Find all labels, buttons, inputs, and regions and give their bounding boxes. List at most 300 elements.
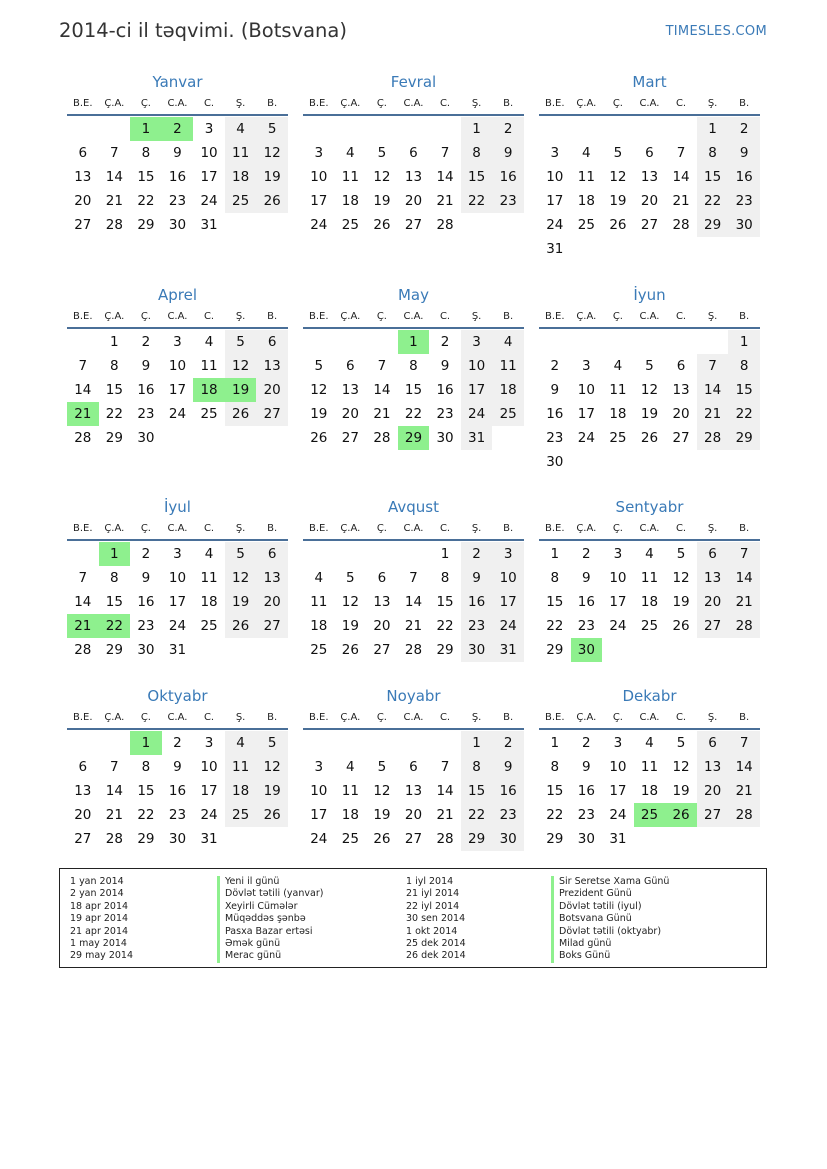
day-cell: 17	[310, 807, 328, 823]
day-cell: 4	[582, 145, 591, 161]
weekday-label: Ş.	[471, 523, 482, 534]
day-cell: 8	[110, 358, 119, 374]
day-cell: 9	[582, 759, 591, 775]
day-cell: 11	[225, 141, 257, 165]
day-cell: 14	[697, 378, 729, 402]
day-cell: 4	[225, 117, 257, 141]
day-cell: 16	[137, 594, 155, 610]
day-cell: 4	[225, 731, 257, 755]
empty-cell	[665, 330, 697, 354]
day-cell: 18	[200, 594, 218, 610]
day-cell: 21	[105, 807, 123, 823]
weekday-label: Ç.A.	[340, 311, 361, 322]
day-cell: 12	[373, 783, 391, 799]
day-cell: 12	[341, 594, 359, 610]
day-cell: 10	[168, 358, 187, 374]
day-cell: 9	[582, 570, 591, 586]
day-cell: 10	[310, 169, 328, 185]
day-cell: 8	[728, 354, 760, 378]
empty-cell	[67, 542, 99, 566]
day-cell: 25	[200, 618, 218, 634]
day-cell: 10	[577, 382, 595, 398]
day-cell: 11	[609, 382, 627, 398]
legend-names-right	[551, 876, 669, 963]
day-cell: 8	[141, 759, 151, 775]
weekday-label: C.A.	[639, 523, 660, 534]
weekday-label: B.E.	[309, 523, 329, 534]
weekday-label: B.	[267, 98, 278, 109]
month-name: Oktyabr	[147, 687, 208, 705]
holiday-name: Xeyirli Cümələr	[217, 901, 323, 913]
holiday-date: 19 apr 2014	[70, 913, 129, 925]
holiday-name: Merac günü	[217, 950, 323, 962]
day-cell: 8	[110, 570, 119, 586]
day-cell: 22	[546, 618, 564, 634]
holiday-name: Botsvana Günü	[551, 913, 669, 925]
weekday-label: B.	[739, 98, 750, 109]
day-cell: 4	[645, 735, 654, 751]
day-cell: 23	[168, 807, 187, 823]
day-cell: 4	[492, 330, 524, 354]
day-cell: 22	[105, 406, 123, 422]
day-cell: 22	[546, 807, 564, 823]
day-cell: 14	[404, 594, 423, 610]
day-cell: 8	[141, 145, 151, 161]
day-cell: 7	[110, 145, 119, 161]
day-cell: 21	[436, 807, 454, 823]
day-cell: 14	[728, 566, 760, 590]
empty-cell	[335, 117, 367, 141]
weekday-label: Ş.	[235, 311, 246, 322]
day-cell: 26	[225, 614, 257, 638]
holiday-day: 18	[193, 378, 225, 402]
empty-cell	[366, 117, 398, 141]
day-cell: 20	[640, 193, 659, 209]
day-cell: 2	[440, 334, 450, 350]
holiday-day: 25	[634, 803, 666, 827]
month-name: Yanvar	[152, 73, 203, 91]
empty-cell	[398, 542, 430, 566]
day-cell: 19	[341, 618, 359, 634]
day-cell: 5	[676, 735, 686, 751]
weekday-label: Ç.A.	[340, 523, 361, 534]
weekday-header	[539, 305, 760, 329]
day-cell: 5	[676, 546, 686, 562]
weekday-label: B.	[739, 712, 750, 723]
holiday-name: Əmək günü	[217, 938, 323, 950]
day-cell: 29	[137, 831, 155, 847]
empty-cell	[335, 330, 367, 354]
holiday-name: Sir Seretse Xama Günü	[551, 876, 669, 888]
weekday-label: B.E.	[545, 523, 565, 534]
day-cell: 27	[74, 831, 92, 847]
weekday-label: B.	[267, 523, 278, 534]
weekday-label: C.	[439, 98, 451, 109]
day-cell: 25	[640, 618, 659, 634]
day-cell: 29	[137, 217, 155, 233]
day-cell: 22	[697, 189, 729, 213]
day-cell: 27	[404, 217, 423, 233]
day-cell: 6	[78, 759, 88, 775]
day-cell: 30	[436, 430, 454, 446]
weekday-label: B.E.	[73, 98, 93, 109]
day-cell: 30	[728, 213, 760, 237]
day-cell: 21	[373, 406, 391, 422]
weekday-label: C.A.	[403, 523, 424, 534]
empty-cell	[303, 330, 335, 354]
month-i̇yun	[539, 285, 760, 474]
day-grid	[67, 330, 288, 450]
day-cell: 16	[461, 590, 493, 614]
weekday-label: C.	[203, 311, 215, 322]
day-cell: 14	[672, 169, 690, 185]
day-cell: 24	[461, 402, 493, 426]
day-cell: 5	[256, 117, 288, 141]
weekday-label: B.	[503, 712, 514, 723]
day-grid	[303, 542, 524, 662]
holiday-name: Pasxa Bazar ertəsi	[217, 926, 323, 938]
day-cell: 18	[577, 193, 595, 209]
month-name: May	[397, 286, 429, 304]
holiday-day: 1	[99, 542, 131, 566]
day-cell: 17	[461, 378, 493, 402]
day-cell: 3	[314, 759, 324, 775]
day-cell: 31	[461, 426, 493, 450]
day-cell: 26	[310, 430, 328, 446]
holiday-day: 22	[99, 614, 131, 638]
weekday-label: Ç.	[376, 311, 387, 322]
day-cell: 3	[204, 735, 214, 751]
weekday-label: Ş.	[707, 98, 718, 109]
day-cell: 8	[550, 570, 560, 586]
month-i̇yul	[67, 497, 288, 662]
day-cell: 27	[373, 642, 391, 658]
holiday-legend	[59, 868, 767, 968]
day-cell: 6	[377, 570, 387, 586]
day-cell: 26	[672, 618, 690, 634]
day-cell: 16	[137, 382, 155, 398]
month-may	[303, 285, 524, 450]
weekday-label: Ç.	[612, 523, 623, 534]
day-cell: 17	[200, 169, 218, 185]
day-cell: 8	[550, 759, 560, 775]
day-cell: 25	[492, 402, 524, 426]
empty-cell	[99, 117, 131, 141]
holiday-date: 22 iyl 2014	[406, 900, 460, 912]
day-cell: 27	[640, 217, 659, 233]
day-cell: 18	[640, 594, 659, 610]
weekday-label: C.	[439, 311, 451, 322]
day-cell: 23	[728, 189, 760, 213]
empty-cell	[303, 117, 335, 141]
empty-cell	[634, 117, 666, 141]
month-sentyabr	[539, 497, 760, 662]
holiday-name: Dövlət tətili (oktyabr)	[551, 926, 669, 938]
day-cell: 4	[613, 358, 623, 374]
day-cell: 19	[672, 594, 690, 610]
day-cell: 15	[404, 382, 423, 398]
weekday-label: B.E.	[309, 311, 329, 322]
day-cell: 17	[577, 406, 595, 422]
empty-cell	[539, 117, 571, 141]
day-cell: 22	[436, 618, 454, 634]
weekday-label: Ç.	[376, 712, 387, 723]
day-cell: 12	[256, 141, 288, 165]
day-cell: 5	[645, 358, 654, 374]
day-cell: 9	[173, 759, 182, 775]
day-cell: 14	[728, 755, 760, 779]
day-cell: 15	[728, 378, 760, 402]
holiday-date: 2 yan 2014	[70, 888, 124, 900]
weekday-label: Ç.A.	[576, 98, 597, 109]
weekday-label: B.E.	[545, 311, 565, 322]
weekday-label: C.	[203, 712, 215, 723]
day-cell: 17	[609, 783, 627, 799]
day-cell: 7	[78, 358, 88, 374]
day-cell: 21	[697, 402, 729, 426]
month-name: İyun	[633, 286, 666, 304]
weekday-label: B.	[739, 523, 750, 534]
day-cell: 2	[141, 546, 151, 562]
day-cell: 25	[609, 430, 627, 446]
day-cell: 5	[314, 358, 324, 374]
day-cell: 21	[672, 193, 690, 209]
month-yanvar	[67, 72, 288, 237]
month-name: Sentyabr	[615, 498, 684, 516]
empty-cell	[602, 117, 634, 141]
day-cell: 27	[697, 614, 729, 638]
day-cell: 3	[173, 546, 182, 562]
day-cell: 18	[609, 406, 627, 422]
day-cell: 21	[436, 193, 454, 209]
day-grid	[67, 731, 288, 851]
day-cell: 17	[200, 783, 218, 799]
day-cell: 21	[728, 779, 760, 803]
day-cell: 29	[728, 426, 760, 450]
weekday-label: C.	[675, 98, 687, 109]
day-cell: 20	[256, 378, 288, 402]
day-cell: 30	[577, 831, 595, 847]
day-cell: 17	[492, 590, 524, 614]
day-cell: 16	[492, 779, 524, 803]
holiday-date: 18 apr 2014	[70, 900, 129, 912]
day-cell: 13	[256, 566, 288, 590]
day-cell: 13	[373, 594, 391, 610]
day-cell: 4	[314, 570, 324, 586]
holiday-date: 21 apr 2014	[70, 925, 129, 937]
day-cell: 27	[697, 803, 729, 827]
weekday-label: C.	[203, 98, 215, 109]
weekday-label: C.	[439, 712, 451, 723]
day-cell: 15	[436, 594, 454, 610]
day-cell: 18	[310, 618, 328, 634]
day-cell: 5	[225, 542, 257, 566]
day-cell: 17	[310, 193, 328, 209]
empty-cell	[539, 330, 571, 354]
month-name: Aprel	[157, 286, 198, 304]
weekday-label: Ç.A.	[576, 523, 597, 534]
day-cell: 19	[672, 783, 690, 799]
day-cell: 2	[461, 542, 493, 566]
day-cell: 28	[373, 430, 391, 446]
day-cell: 13	[697, 566, 729, 590]
weekday-header	[303, 92, 524, 116]
day-cell: 26	[609, 217, 627, 233]
holiday-day: 1	[130, 117, 162, 141]
day-cell: 31	[168, 642, 187, 658]
weekday-label: Ç.A.	[576, 311, 597, 322]
day-cell: 3	[461, 330, 493, 354]
empty-cell	[366, 330, 398, 354]
day-cell: 16	[577, 594, 595, 610]
legend-dates-right	[406, 876, 466, 963]
holiday-name: Prezident Günü	[551, 888, 669, 900]
day-cell: 26	[373, 217, 391, 233]
day-cell: 16	[436, 382, 454, 398]
weekday-label: B.E.	[309, 712, 329, 723]
holiday-day: 29	[398, 426, 430, 450]
day-cell: 15	[546, 594, 564, 610]
day-cell: 5	[256, 731, 288, 755]
weekday-label: B.	[503, 523, 514, 534]
holiday-day: 2	[162, 117, 194, 141]
day-cell: 22	[404, 406, 423, 422]
day-cell: 15	[546, 783, 564, 799]
holiday-date: 1 yan 2014	[70, 876, 124, 887]
day-cell: 1	[461, 731, 493, 755]
weekday-label: Ç.A.	[104, 311, 125, 322]
day-cell: 3	[173, 334, 182, 350]
day-cell: 17	[546, 193, 564, 209]
day-grid	[67, 542, 288, 662]
weekday-label: B.	[503, 311, 514, 322]
month-name: Noyabr	[386, 687, 441, 705]
empty-cell	[99, 731, 131, 755]
weekday-label: Ş.	[471, 98, 482, 109]
day-cell: 3	[613, 735, 623, 751]
day-cell: 3	[314, 145, 324, 161]
holiday-day: 21	[67, 402, 99, 426]
day-cell: 30	[168, 831, 187, 847]
weekday-label: Ç.	[140, 523, 151, 534]
day-cell: 22	[461, 189, 493, 213]
day-cell: 12	[672, 570, 690, 586]
day-cell: 22	[137, 807, 155, 823]
day-cell: 6	[256, 330, 288, 354]
day-cell: 17	[168, 594, 187, 610]
weekday-label: C.A.	[167, 712, 188, 723]
day-cell: 14	[436, 169, 454, 185]
holiday-date: 1 iyl 2014	[406, 876, 454, 887]
weekday-label: Ç.A.	[104, 523, 125, 534]
day-cell: 9	[440, 358, 450, 374]
day-cell: 13	[697, 755, 729, 779]
day-cell: 25	[577, 217, 595, 233]
day-cell: 12	[373, 169, 391, 185]
day-cell: 25	[225, 803, 257, 827]
day-cell: 9	[173, 145, 182, 161]
empty-cell	[335, 542, 367, 566]
weekday-header	[539, 706, 760, 730]
day-cell: 6	[346, 358, 355, 374]
day-cell: 6	[645, 145, 654, 161]
day-cell: 18	[225, 165, 257, 189]
holiday-day: 26	[665, 803, 697, 827]
weekday-label: Ç.	[140, 311, 151, 322]
day-cell: 18	[225, 779, 257, 803]
day-cell: 20	[697, 590, 729, 614]
day-cell: 3	[204, 121, 214, 137]
empty-cell	[366, 542, 398, 566]
day-cell: 7	[377, 358, 387, 374]
month-name: Dekabr	[622, 687, 677, 705]
day-cell: 10	[492, 566, 524, 590]
day-cell: 9	[492, 141, 524, 165]
day-cell: 14	[74, 382, 92, 398]
weekday-label: Ç.A.	[104, 712, 125, 723]
day-cell: 8	[697, 141, 729, 165]
weekday-label: Ş.	[707, 311, 718, 322]
weekday-label: C.	[203, 523, 215, 534]
holiday-day: 1	[398, 330, 430, 354]
day-cell: 14	[74, 594, 92, 610]
day-cell: 23	[577, 807, 595, 823]
weekday-label: C.	[439, 523, 451, 534]
day-cell: 11	[200, 358, 218, 374]
weekday-label: Ç.	[376, 98, 387, 109]
day-cell: 1	[550, 546, 560, 562]
day-cell: 23	[577, 618, 595, 634]
day-cell: 12	[225, 566, 257, 590]
day-cell: 20	[697, 779, 729, 803]
day-cell: 5	[377, 759, 387, 775]
holiday-day: 19	[225, 378, 257, 402]
day-cell: 31	[200, 831, 218, 847]
day-cell: 28	[436, 217, 454, 233]
day-cell: 9	[141, 358, 151, 374]
day-cell: 10	[546, 169, 564, 185]
weekday-label: Ç.	[612, 311, 623, 322]
day-cell: 20	[341, 406, 359, 422]
weekday-header	[67, 305, 288, 329]
day-cell: 13	[640, 169, 659, 185]
day-cell: 20	[256, 590, 288, 614]
holiday-date: 26 dek 2014	[406, 950, 466, 962]
day-cell: 18	[341, 807, 359, 823]
day-cell: 15	[137, 783, 155, 799]
weekday-header	[67, 92, 288, 116]
weekday-header	[67, 517, 288, 541]
brand-link[interactable]: TIMESLES.COM	[665, 24, 767, 39]
holiday-date: 1 may 2014	[70, 938, 127, 950]
day-cell: 29	[105, 430, 123, 446]
holiday-name: Boks Günü	[551, 950, 669, 962]
day-cell: 7	[409, 570, 418, 586]
day-cell: 19	[256, 779, 288, 803]
day-cell: 14	[105, 169, 123, 185]
day-cell: 30	[168, 217, 187, 233]
day-cell: 24	[168, 618, 187, 634]
day-cell: 1	[110, 334, 119, 350]
day-cell: 16	[577, 783, 595, 799]
weekday-label: C.A.	[167, 523, 188, 534]
day-cell: 16	[546, 406, 564, 422]
day-cell: 4	[346, 145, 355, 161]
weekday-label: Ç.	[140, 712, 151, 723]
day-cell: 19	[373, 807, 391, 823]
day-cell: 26	[373, 831, 391, 847]
day-cell: 21	[105, 193, 123, 209]
